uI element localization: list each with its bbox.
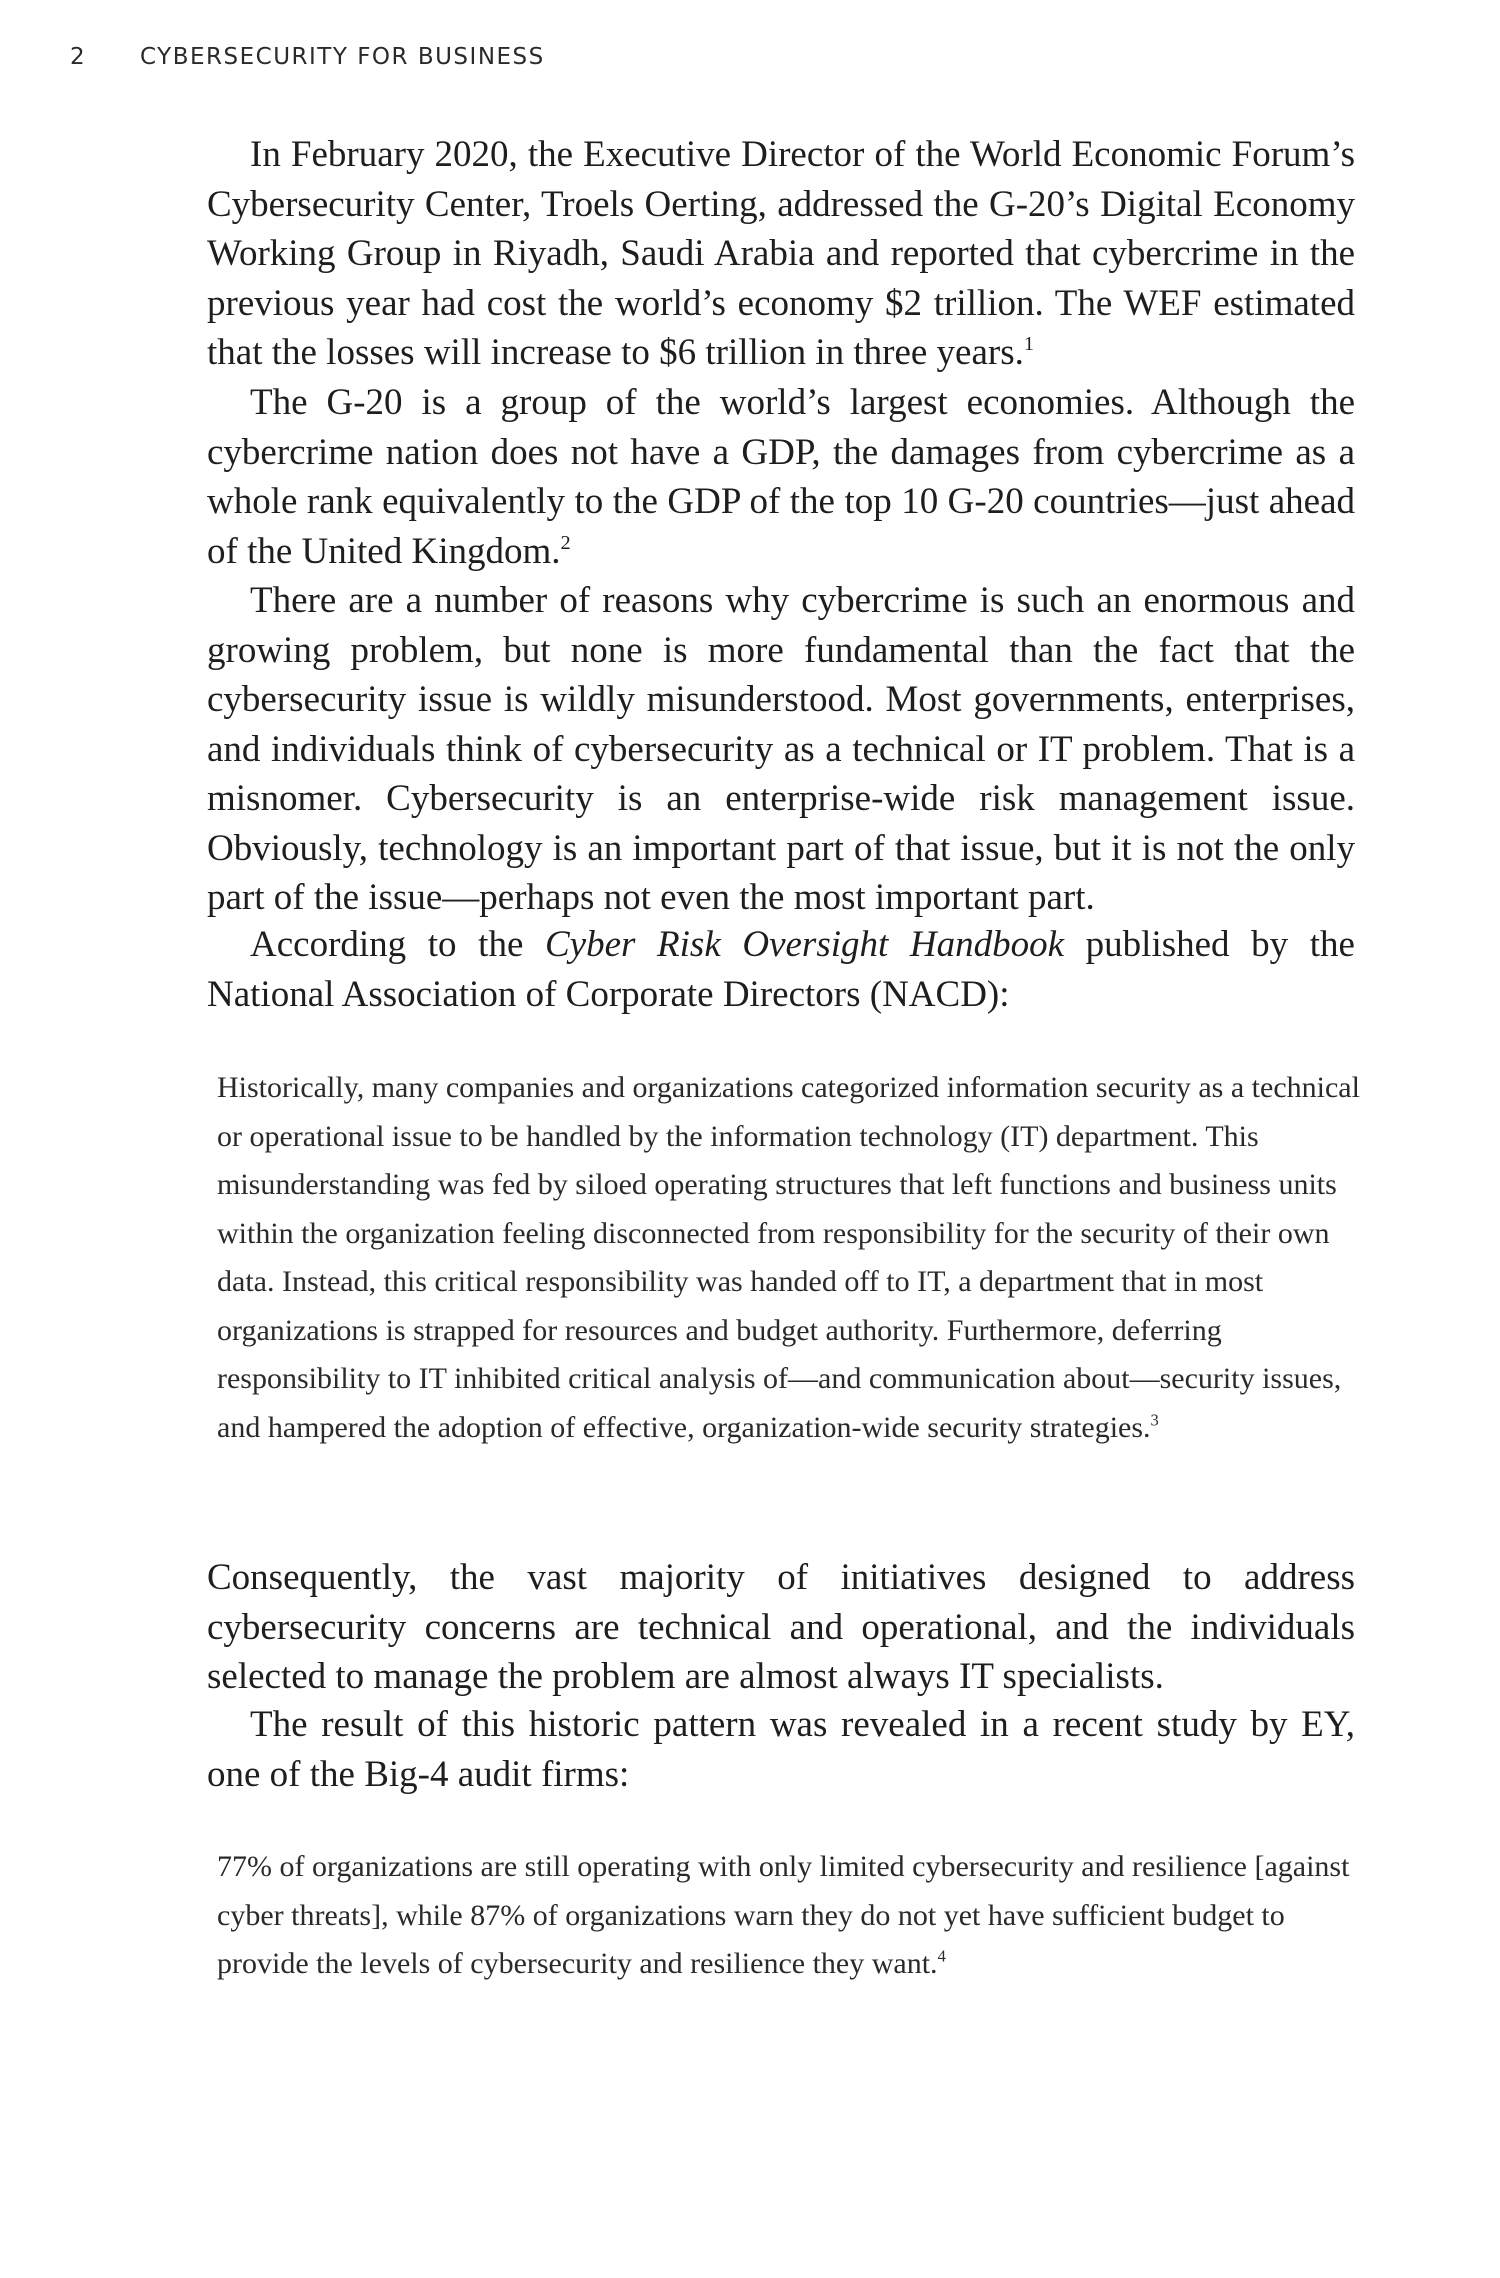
running-title: CYBERSECURITY FOR BUSINESS bbox=[140, 44, 545, 70]
book-title: Cyber Risk Oversight Handbook bbox=[545, 924, 1065, 965]
footnote-ref[interactable]: 2 bbox=[560, 531, 571, 554]
paragraph-text: According to the bbox=[250, 924, 545, 965]
paragraph-text: published by the National Association of Corporate Directors (NACD): bbox=[207, 924, 1355, 1015]
footnote-ref[interactable]: 1 bbox=[1023, 332, 1035, 355]
quote-text: Historically, many companies and organizations categorized information security as a technical or operational issue to be handled by the information technology (IT) department. This misunderstanding was fed by siloed operating structures that left functions and business units within the organization feeling disconnected from responsibility for the security of their own data. Instead, this critical responsibility was handed off to IT, a department that in most organizations is strapped for resources and budget authority. Furthermore, deferring responsibility to IT inhibited critical analysis of—and communication about—security issues, and hampered the adoption of effective, organization-wide security strategies. bbox=[217, 1071, 1360, 1444]
paragraph-text: The G-20 is a group of the world’s largest economies. Although the cybercrime nation does not have a GDP, the damages from cybercrime as a whole rank equivalently to the GDP of the top 10 G-20 countries—just ahead of the United Kingdom. bbox=[207, 382, 1355, 572]
block-quote-ey bbox=[217, 1843, 1367, 1989]
footnote-ref[interactable]: 4 bbox=[937, 1946, 946, 1966]
quote-text: 77% of organizations are still operating with only limited cybersecurity and resilience [against cyber threats], while 87% of organizations warn they do not yet have sufficient budget to provide the levels of cybersecurity and resilience they want. bbox=[217, 1850, 1350, 1980]
running-header bbox=[70, 44, 545, 70]
paragraph-text: In February 2020, the Executive Director of the World Economic Forum’s Cybersecurity Center, Troels Oerting, addressed the G-20’s Digital Economy Working Group in Riyadh, Saudi Arabia and reported that cybercrime in the previous year had cost the world’s economy $2 trillion. The WEF estimated that the losses will increase to $6 trillion in three years. bbox=[207, 134, 1355, 373]
paragraph-wef-cybercrime-cost bbox=[207, 130, 1355, 378]
paragraph-text: Consequently, the vast majority of initiatives designed to address cybersecurity concerns are technical and operational, and the individuals selected to manage the problem are almost always IT specialists. bbox=[207, 1557, 1355, 1697]
footnote-ref[interactable]: 3 bbox=[1150, 1409, 1159, 1429]
paragraph-misunderstood bbox=[207, 576, 1355, 923]
paragraph-consequently bbox=[207, 1553, 1355, 1702]
paragraph-text: The result of this historic pattern was revealed in a recent study by EY, one of the Big-4 audit firms: bbox=[207, 1704, 1355, 1795]
paragraph-nacd-intro bbox=[207, 920, 1355, 1019]
paragraph-text: There are a number of reasons why cybercrime is such an enormous and growing problem, but none is more fundamental than the fact that the cybersecurity issue is wildly misunderstood. Most governments, enterprises, and individuals think of cybersecurity as a technical or IT problem. That is a misnomer. Cybersecurity is an enterprise-wide risk management issue. Obviously, technology is an important part of that issue, but it is not the only part of the issue—perhaps not even the most important part. bbox=[207, 580, 1355, 918]
paragraph-g20 bbox=[207, 378, 1355, 576]
block-quote-nacd bbox=[217, 1064, 1367, 1452]
page-number: 2 bbox=[70, 44, 87, 70]
paragraph-ey-study bbox=[207, 1700, 1355, 1799]
